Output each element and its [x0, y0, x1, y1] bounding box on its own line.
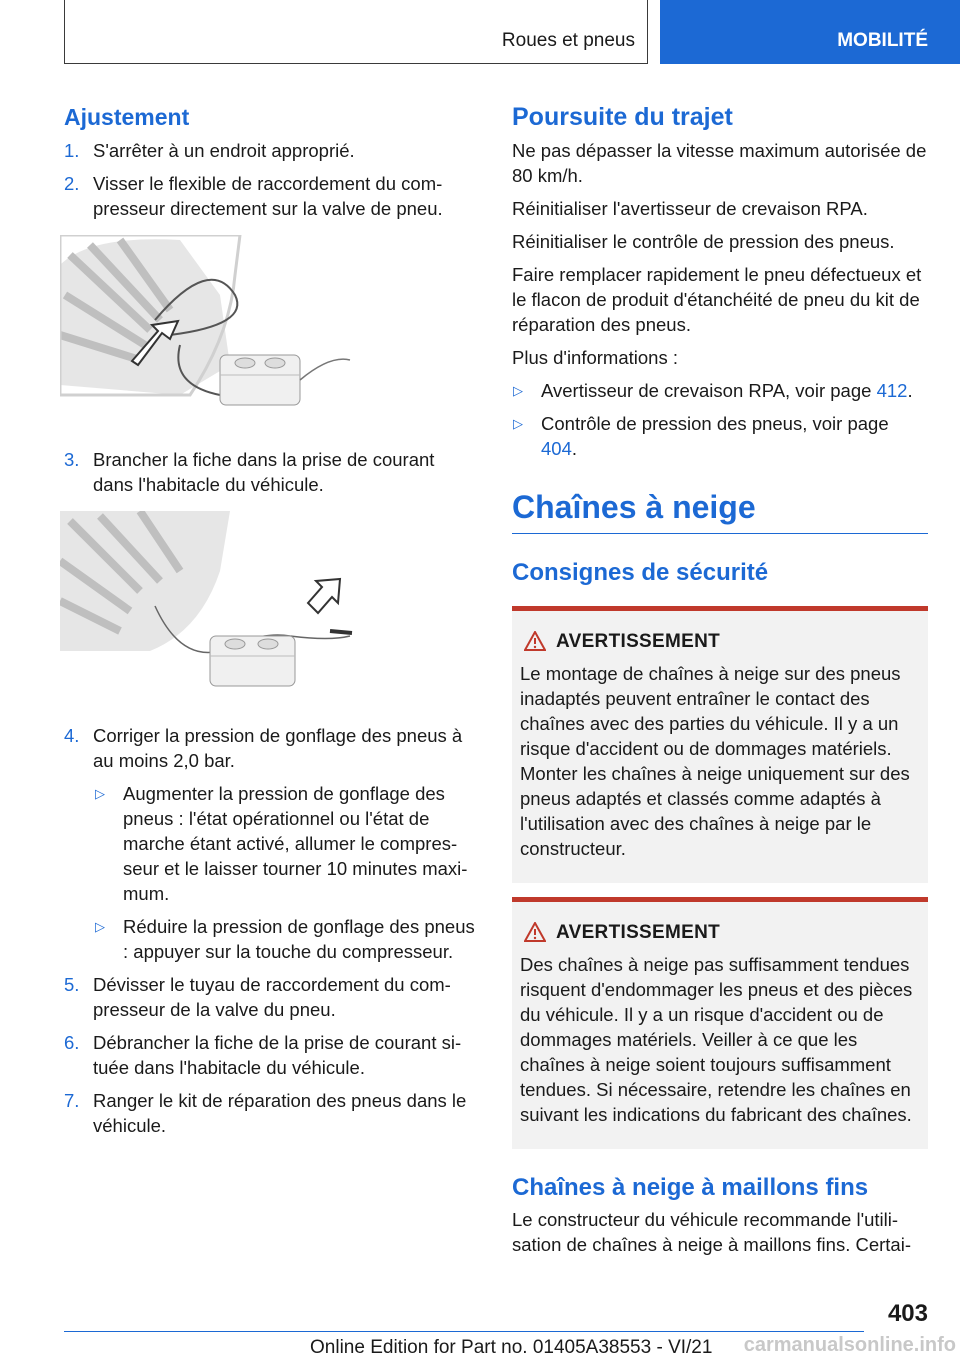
paragraph: Réinitialiser l'avertisseur de crevaison RPA.: [512, 198, 868, 219]
paragraph: Le constructeur du véhicule recommande l'utilisation de chaînes à neige à maillons fins. Certai-: [512, 1209, 911, 1255]
list-item-text: Réduire la pression de gonflage des pneus : appuyer sur la touche du compresseur.: [123, 916, 475, 962]
warning-label-text: AVERTISSEMENT: [556, 922, 721, 943]
step-number: 6.: [64, 1032, 80, 1053]
page-number: 403: [887, 1300, 928, 1327]
cross-reference-tail: .: [571, 438, 578, 459]
step-text: Ranger le kit de réparation des pneus dans le véhicule.: [93, 1090, 467, 1136]
right-column: [512, 102, 928, 1265]
watermark: carmanualsonline.info: [743, 1334, 956, 1356]
paragraph: Plus d'informations :: [512, 347, 678, 368]
heading-divider: [512, 533, 928, 534]
warning-text: Le montage de chaînes à neige sur des pneus inadaptés peuvent entraîner le contact des chaînes avec des parties du véhicule. Il y a un risque d'accident ou de dommages matériels. Monter les chaînes à neige uniquement sur des pneus adaptés et classés comme adaptés à l'utilisation avec des chaînes à neige par le constructeur.: [520, 663, 910, 859]
step-number: 2.: [64, 173, 80, 194]
page-link[interactable]: 404: [541, 438, 572, 459]
warning-triangle-icon: [524, 922, 546, 942]
warning-box: [512, 606, 928, 883]
left-column: [64, 102, 478, 1146]
cross-reference-text: Contrôle de pression des pneus, voir page: [541, 413, 889, 434]
step-item: [64, 171, 478, 221]
paragraph: Ne pas dépasser la vitesse maximum autorisée de 80 km/h.: [512, 140, 927, 186]
step-number: 7.: [64, 1090, 80, 1111]
step-item: [64, 1088, 478, 1138]
step-item: [64, 447, 478, 497]
compressor-valve-illustration: [60, 235, 360, 425]
cross-reference-text: Avertisseur de crevaison RPA, voir page: [541, 380, 877, 401]
header-chapter-tab: MOBILITÉ: [660, 0, 960, 64]
cross-reference-item: [512, 411, 928, 461]
step-item: [64, 723, 478, 773]
warning-box: [512, 897, 928, 1149]
chapter-heading: Chaînes à neige: [512, 489, 756, 525]
cross-reference-item: [512, 378, 928, 403]
step-item: [64, 1030, 478, 1080]
paragraph: Faire remplacer rapidement le pneu défectueux et le flacon de produit d'étanchéité de pneu du kit de réparation des pneus.: [512, 264, 922, 335]
list-item: [94, 781, 478, 906]
step-text: Débrancher la fiche de la prise de courant située dans l'habitacle du véhicule.: [93, 1032, 462, 1078]
step-number: 1.: [64, 140, 80, 161]
footer-divider: [64, 1331, 864, 1332]
step-item: [64, 138, 478, 163]
warning-triangle-icon: [524, 631, 546, 651]
warning-text: Des chaînes à neige pas suffisamment tendues risquent d'endommager les pneus et des pièces du véhicule. Il y a un risque d'accident ou de dommages matériels. Veiller à ce que les chaînes à neige soient toujours suffisamment tendues. Si nécessaire, retendre les chaînes en suivant les indications du fabricant des chaînes.: [520, 954, 913, 1125]
step-number: 5.: [64, 974, 80, 995]
step-text: Corriger la pression de gonflage des pneus à au moins 2,0 bar.: [93, 725, 463, 771]
continue-heading: Poursuite du trajet: [512, 103, 733, 131]
step-text: Brancher la fiche dans la prise de courant dans l'habitacle du véhicule.: [93, 449, 435, 495]
triangle-right-icon: ▷: [513, 383, 523, 398]
triangle-right-icon: ▷: [95, 786, 105, 801]
warning-label-text: AVERTISSEMENT: [556, 631, 721, 652]
step-number: 3.: [64, 449, 80, 470]
warning-label: [520, 629, 920, 655]
page-link[interactable]: 412: [876, 380, 908, 401]
triangle-right-icon: ▷: [513, 416, 523, 431]
step-item: [64, 972, 478, 1022]
list-item-text: Augmenter la pression de gonflage des pneus : l'état opérationnel ou l'état de marche étant activé, allumer le compresseur et le laisser tourner 10 minutes maximum.: [123, 783, 468, 904]
triangle-right-icon: ▷: [95, 919, 105, 934]
header-section-title: Roues et pneus: [501, 30, 635, 51]
safety-heading: Consignes de sécurité: [512, 559, 769, 586]
warning-label: [520, 920, 920, 946]
step-text: S'arrêter à un endroit approprié.: [93, 140, 355, 161]
cross-reference-tail: .: [907, 380, 913, 401]
step-text: Dévisser le tuyau de raccordement du compresseur de la valve du pneu.: [93, 974, 451, 1020]
fine-chains-heading: Chaînes à neige à maillons fins: [512, 1174, 869, 1201]
footer-edition: Online Edition for Part no. 01405A38553 - VI/21: [310, 1337, 713, 1358]
adjustment-heading: Ajustement: [64, 104, 190, 130]
list-item: [94, 914, 478, 964]
paragraph: Réinitialiser le contrôle de pression des pneus.: [512, 231, 895, 252]
compressor-plug-illustration: [60, 511, 360, 701]
step-text: Visser le flexible de raccordement du compresseur directement sur la valve de pneu.: [93, 173, 443, 219]
step-number: 4.: [64, 725, 80, 746]
